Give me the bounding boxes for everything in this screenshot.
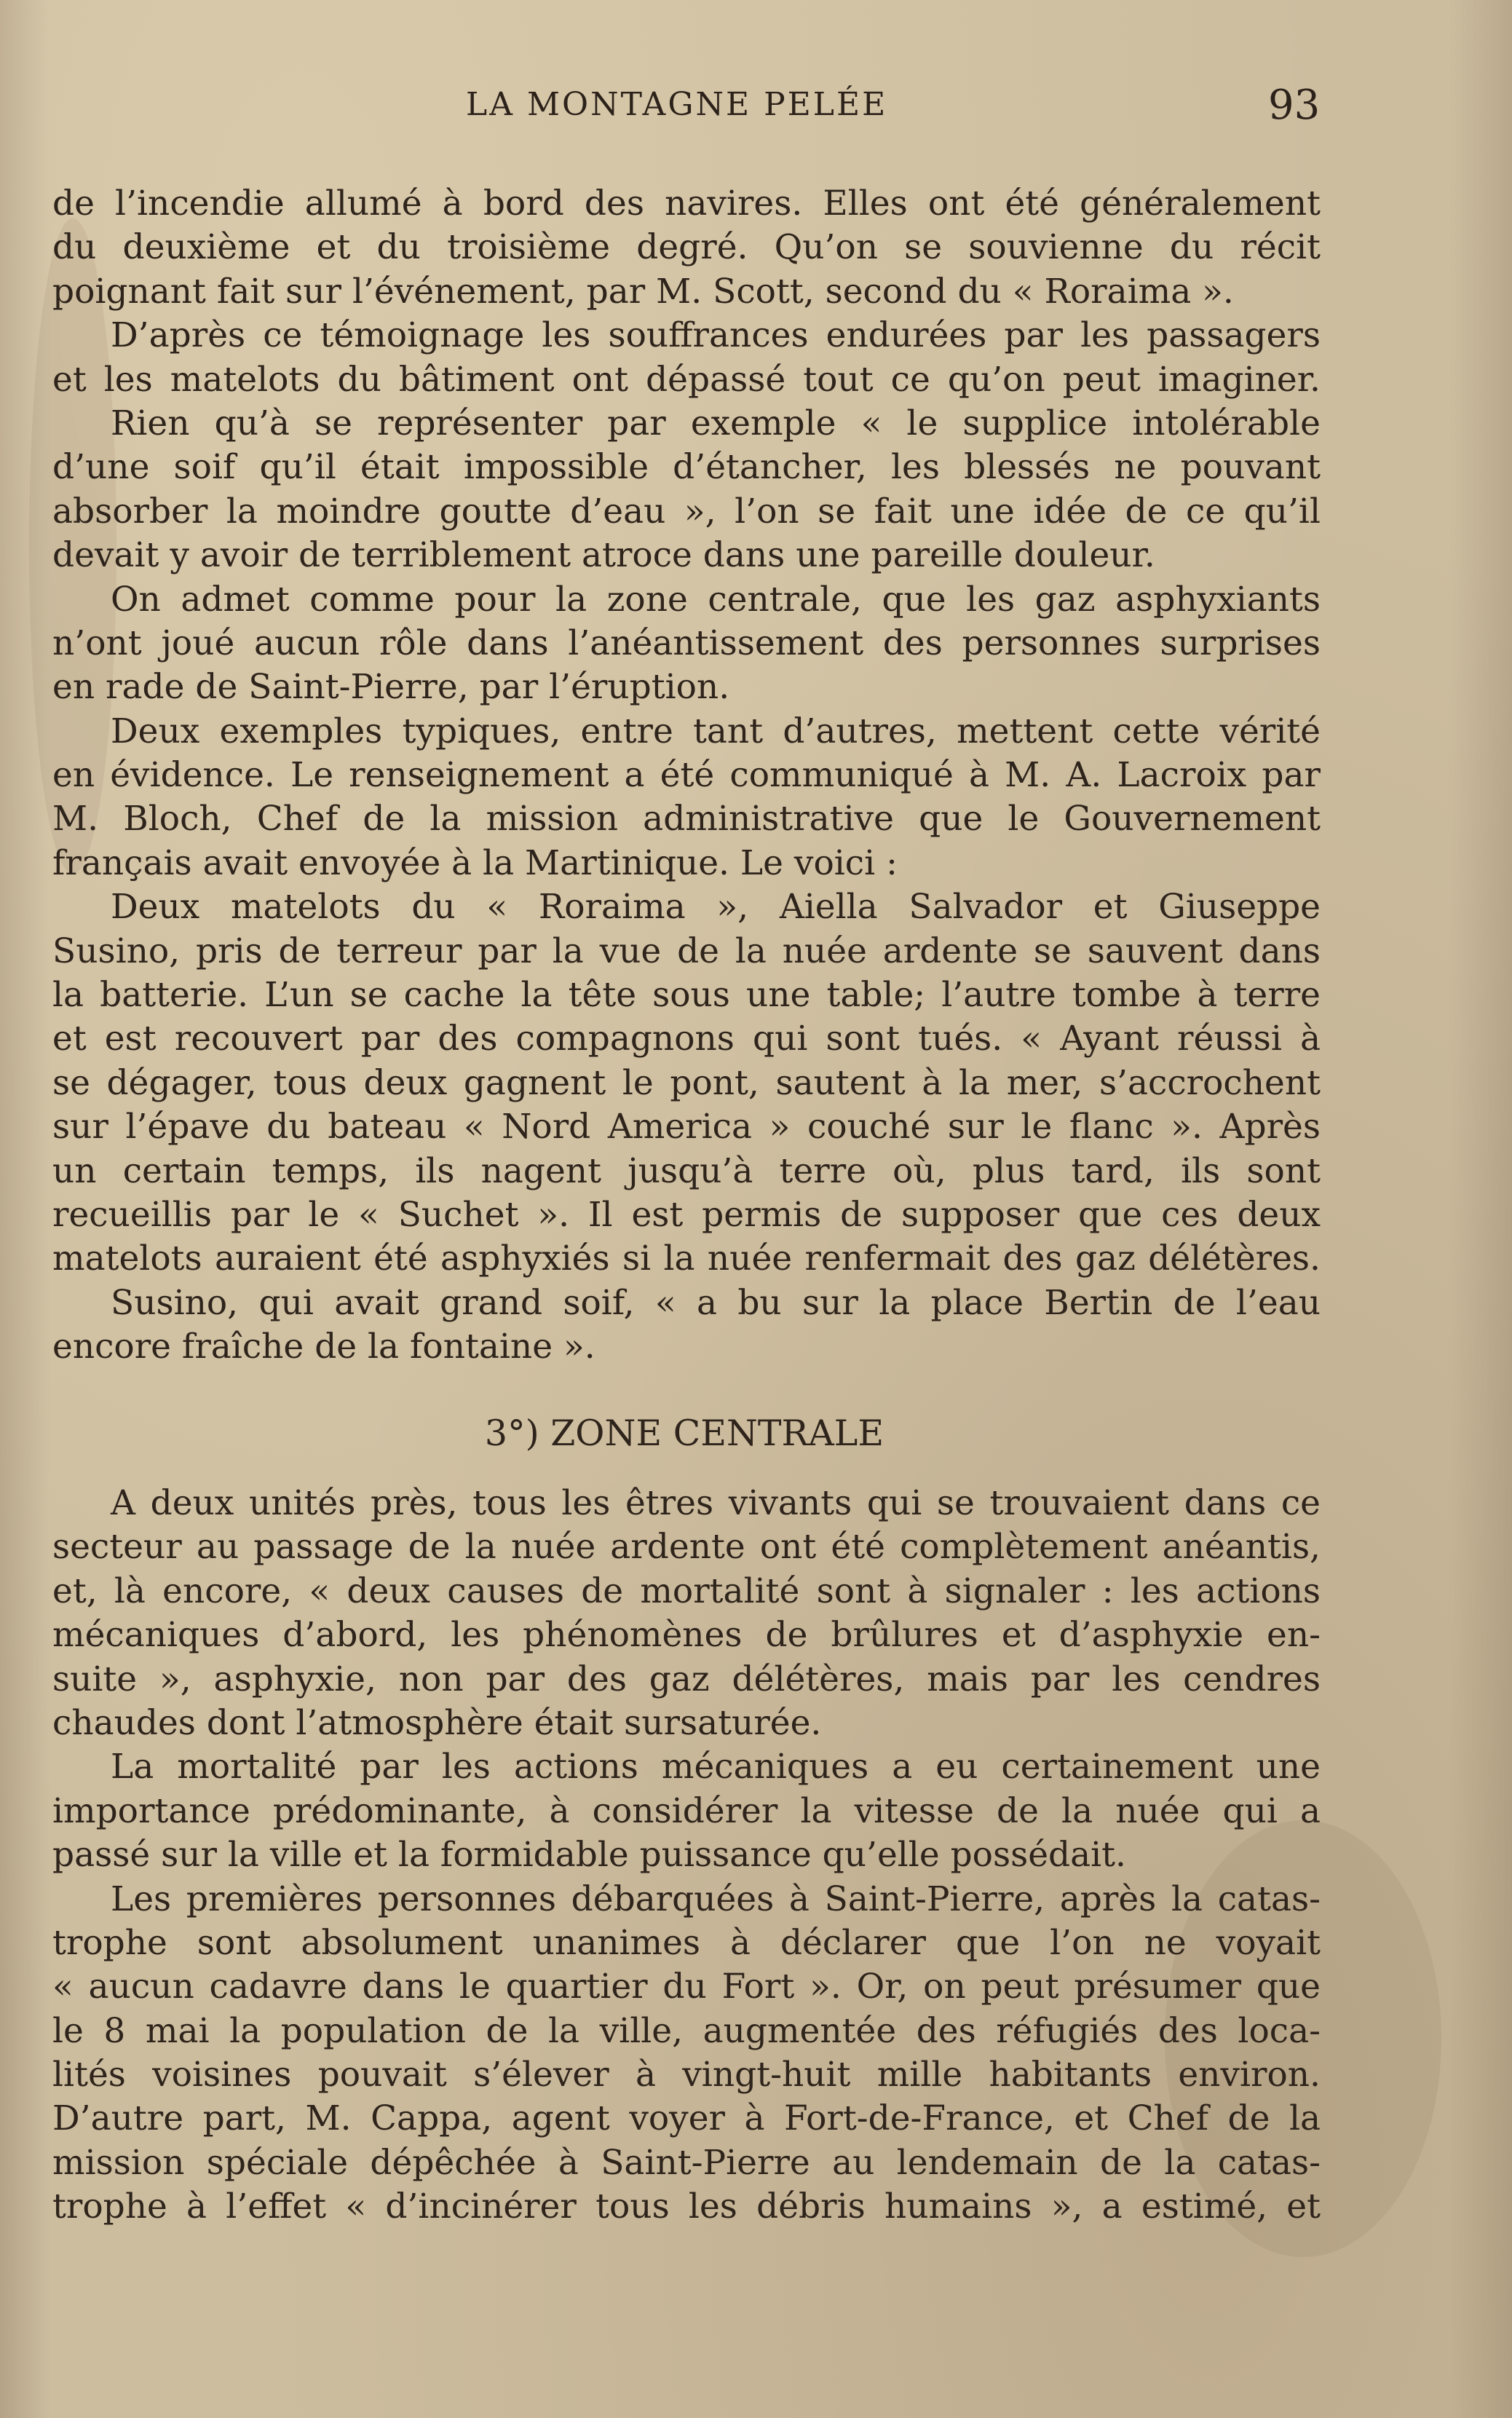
text-line: mission spéciale dépêchée à Saint-Pierre au lendemain de la catas- [52, 2142, 1321, 2183]
text-line: se dégager, tous deux gagnent le pont, sautent à la mer, s’accrochent [52, 1062, 1321, 1103]
text-line: n’ont joué aucun rôle dans l’anéantissement des personnes surprises [52, 623, 1321, 663]
section-heading-text: 3°) ZONE CENTRALE [484, 1413, 884, 1454]
text-line: recueillis par le « Suchet ». Il est permis de supposer que ces deux [52, 1194, 1321, 1235]
text-line: passé sur la ville et la formidable puissance qu’elle possédait. [52, 1835, 1126, 1876]
text-line: et est recouvert par des compagnons qui sont tués. « Ayant réussi à [52, 1019, 1321, 1059]
text-line: Deux exemples typiques, entre tant d’autres, mettent cette vérité [111, 711, 1321, 751]
text-line: d’une soif qu’il était impossible d’étancher, les blessés ne pouvant [52, 447, 1321, 488]
text-line: français avait envoyée à la Martinique. Le voici : [52, 842, 898, 883]
text-line: absorber la moindre goutte d’eau », l’on se fait une idée de ce qu’il [52, 491, 1321, 532]
text-line: Deux matelots du « Roraima », Aiella Salvador et Giuseppe [111, 887, 1321, 928]
section-heading [0, 1413, 1369, 1454]
text-line: le 8 mai la population de la ville, augmentée des réfugiés des loca- [52, 2010, 1321, 2051]
text-line: Susino, pris de terreur par la vue de la nuée ardente se sauvent dans [52, 931, 1321, 971]
text-line: trophe sont absolument unanimes à déclarer que l’on ne voyait [52, 1922, 1321, 1963]
text-line: Rien qu’à se représenter par exemple « le supplice intolérable [111, 403, 1321, 443]
text-line: lités voisines pouvait s’élever à vingt-huit mille habitants environ. [52, 2055, 1321, 2095]
running-title: LA MONTAGNE PELÉE [466, 86, 888, 123]
page-number: 93 [1268, 82, 1321, 129]
text-line: devait y avoir de terriblement atroce dans une pareille douleur. [52, 535, 1155, 576]
text-line: encore fraîche de la fontaine ». [52, 1327, 595, 1367]
text-line: la batterie. L’un se cache la tête sous une table; l’autre tombe à terre [52, 975, 1321, 1016]
text-line: Les premières personnes débarquées à Saint-Pierre, après la catas- [111, 1878, 1321, 1919]
text-line: du deuxième et du troisième degré. Qu’on se souvienne du récit [52, 227, 1321, 268]
text-line: et, là encore, « deux causes de mortalité sont à signaler : les actions [52, 1570, 1321, 1611]
text-line: en évidence. Le renseignement a été communiqué à M. A. Lacroix par [52, 755, 1321, 796]
text-line: poignant fait sur l’événement, par M. Scott, second du « Roraima ». [52, 271, 1234, 312]
text-line: trophe à l’effet « d’incinérer tous les débris humains », a estimé, et [52, 2186, 1321, 2227]
section-2-text [52, 1482, 1321, 2229]
text-line: « aucun cadavre dans le quartier du Fort ». Or, on peut présumer que [52, 1967, 1321, 2007]
text-line: mécaniques d’abord, les phénomènes de brûlures et d’asphyxie en- [52, 1615, 1321, 1656]
text-line: et les matelots du bâtiment ont dépassé tout ce qu’on peut imaginer. [52, 359, 1321, 400]
section-1-text [52, 182, 1321, 1370]
text-line: chaudes dont l’atmosphère était sursaturée. [52, 1702, 822, 1743]
text-line: suite », asphyxie, non par des gaz délétères, mais par les cendres [52, 1659, 1321, 1699]
text-line: de l’incendie allumé à bord des navires. Elles ont été généralement [52, 183, 1321, 224]
text-line: importance prédominante, à considérer la vitesse de la nuée qui a [52, 1790, 1321, 1831]
text-line: secteur au passage de la nuée ardente ont été complètement anéantis, [52, 1527, 1321, 1568]
text-line: matelots auraient été asphyxiés si la nuée renfermait des gaz délétères. [52, 1238, 1321, 1279]
text-line: un certain temps, ils nagent jusqu’à terre où, plus tard, ils sont [52, 1150, 1321, 1191]
text-line: en rade de Saint-Pierre, par l’éruption. [52, 667, 730, 708]
text-line: On admet comme pour la zone centrale, que les gaz asphyxiants [111, 579, 1321, 620]
text-line: sur l’épave du bateau « Nord America » couché sur le flanc ». Après [52, 1107, 1321, 1147]
text-line: D’après ce témoignage les souffrances endurées par les passagers [111, 315, 1321, 356]
text-line: M. Bloch, Chef de la mission administrative que le Gouvernement [52, 799, 1321, 839]
text-line: A deux unités près, tous les êtres vivants qui se trouvaient dans ce [111, 1483, 1321, 1523]
text-line: La mortalité par les actions mécaniques a eu certainement une [111, 1747, 1321, 1787]
text-line: D’autre part, M. Cappa, agent voyer à Fort-de-France, et Chef de la [52, 2098, 1321, 2139]
text-line: Susino, qui avait grand soif, « a bu sur la place Bertin de l’eau [111, 1282, 1321, 1323]
